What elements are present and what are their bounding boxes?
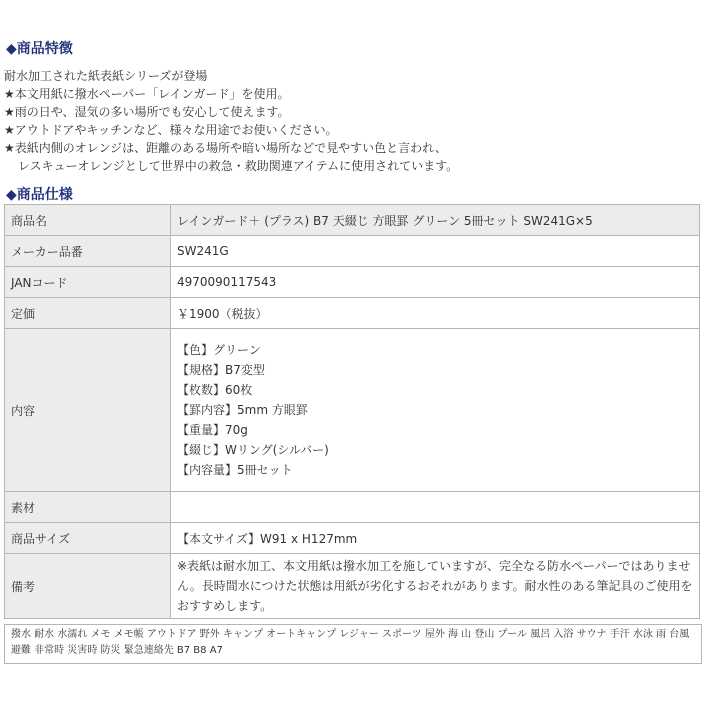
feature-line: レスキューオレンジとして世界中の救急・救助関連アイテムに使用されています。 [18,159,459,173]
feature-line: 耐水加工された紙表紙シリーズが登場 [4,69,208,83]
content-line: 【規格】B7変型 [177,363,265,377]
content-line: 【綴じ】Wリング(シルバー) [177,443,329,457]
spec-value: ※表紙は耐水加工、本文用紙は撥水加工を施していますが、完全なる防水ペーパーではありません。長時間水につけた状態は用紙が劣化するおそれがあります。耐水性のある筆記具のご使用をおすすめします。 [171,554,700,619]
spec-row-material [5,492,700,523]
keyword-box: 撥水 耐水 水濡れ メモ メモ帳 アウトドア 野外 キャンプ オートキャンプ レジャー スポーツ 屋外 海 山 登山 プール 風呂 入浴 サウナ 手汗 水泳 雨 台風 避難 非常時 災害時 防災 緊急連絡先 B7 B8 A7 [4,624,702,664]
content-line: 【枚数】60枚 [177,383,253,397]
spec-row-maker-number [5,236,700,267]
spec-label: JANコード [5,267,171,298]
feature-line: ★本文用紙に撥水ペーパー「レインガード」を使用。 [4,87,290,101]
features-title: ◆商品特徴 [6,41,73,57]
spec-value: SW241G [171,236,700,267]
spec-row-product-name [5,205,700,236]
features-list [4,67,700,175]
spec-row-content [5,329,700,492]
spec-value: レインガード＋ (プラス) B7 天綴じ 方眼罫 グリーン 5冊セット SW241G×5 [171,205,700,236]
spec-value [171,492,700,523]
specs-title: ◆商品仕様 [6,187,73,203]
feature-line: ★アウトドアやキッチンなど、様々な用途でお使いください。 [4,123,338,137]
spec-row-price [5,298,700,329]
spec-value: 【本文サイズ】W91 x H127mm [171,523,700,554]
spec-value [171,329,700,492]
content-line: 【重量】70g [177,423,248,437]
spec-value: 4970090117543 [171,267,700,298]
spec-row-size [5,523,700,554]
content-line: 【色】グリーン [177,343,261,357]
feature-line: ★表紙内側のオレンジは、距離のある場所や暗い場所などで見やすい色と言われ、 [4,141,447,155]
spec-label: 素材 [5,492,171,523]
spec-label: 商品名 [5,205,171,236]
spec-table [4,204,700,619]
spec-label: 内容 [5,329,171,492]
spec-label: メーカー品番 [5,236,171,267]
content-line: 【内容量】5冊セット [177,463,293,477]
spec-label: 備考 [5,554,171,619]
spec-label: 定価 [5,298,171,329]
content-line: 【罫内容】5mm 方眼罫 [177,403,308,417]
feature-line: ★雨の日や、湿気の多い場所でも安心して使えます。 [4,105,290,119]
spec-value: ￥1900（税抜） [171,298,700,329]
spec-label: 商品サイズ [5,523,171,554]
spec-row-jan-code [5,267,700,298]
spec-row-remarks [5,554,700,619]
